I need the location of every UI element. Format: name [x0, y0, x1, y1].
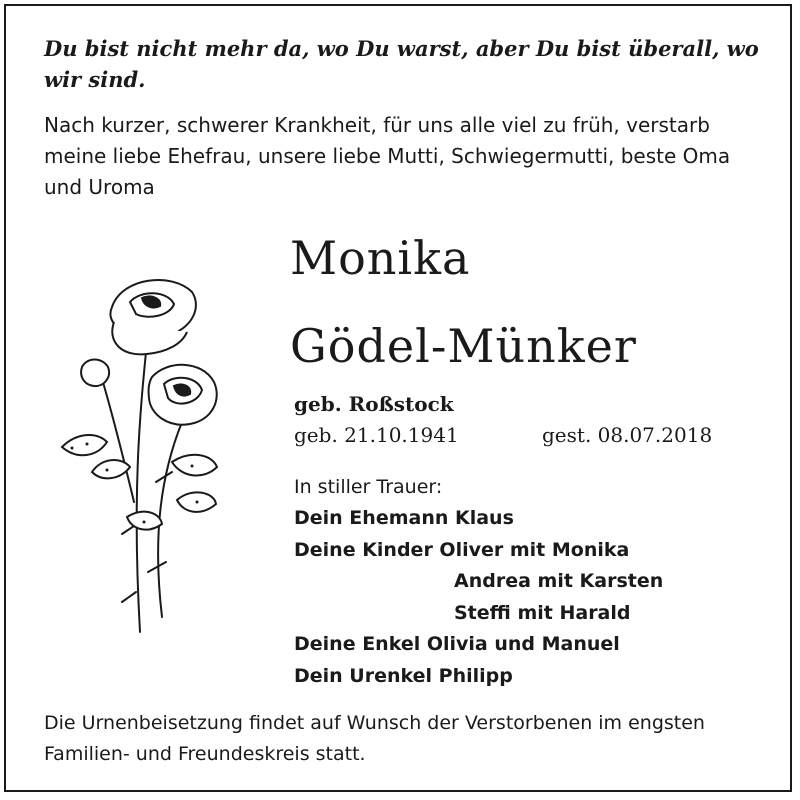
mourner-line: Andrea mit Karsten	[454, 570, 664, 592]
life-dates	[294, 421, 754, 449]
death-date: gest. 08.07.2018	[542, 423, 713, 447]
motto-quote: Du bist nicht mehr da, wo Du warst, aber Du bist überall, wo wir sind.	[44, 36, 759, 92]
deceased-first-name: Monika	[290, 231, 471, 285]
rose-icon	[52, 272, 232, 642]
mourner-line: Dein Ehemann Klaus	[294, 507, 514, 529]
mourner-line: Dein Urenkel Philipp	[294, 664, 513, 687]
mourner-line: Deine Kinder Oliver mit Monika	[294, 538, 630, 561]
birth-date: geb. 21.10.1941	[294, 423, 459, 447]
maiden-name: geb. Roßstock	[294, 392, 454, 416]
mourners-block	[294, 472, 764, 692]
mourners-intro: In stiller Trauer:	[294, 476, 443, 498]
deceased-last-name: Gödel-Münker	[290, 319, 637, 373]
mourner-line: Steffi mit Harald	[454, 601, 631, 624]
intro-text: Nach kurzer, schwerer Krankheit, für uns alle viel zu früh, verstarb meine liebe Ehefrau, unsere liebe Mutti, Schwiegermutti, beste Oma und Uroma	[44, 113, 731, 199]
mourner-line: Deine Enkel Olivia und Manuel	[294, 633, 620, 655]
closing-text: Die Urnenbeisetzung findet auf Wunsch der Verstorbenen im engsten Familien- und Freundeskreis statt.	[44, 712, 705, 765]
